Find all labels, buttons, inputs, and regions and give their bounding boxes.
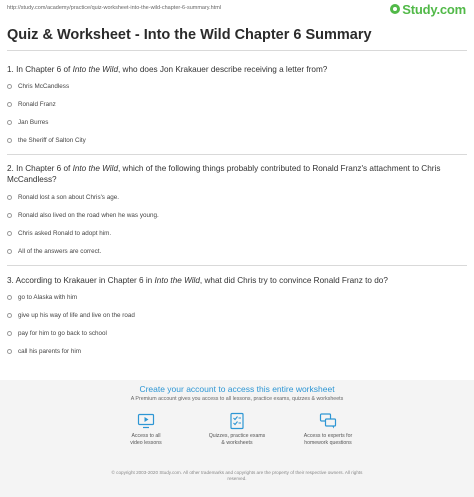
option-label: Chris asked Ronald to adopt him.: [18, 229, 112, 237]
q1-option-2[interactable]: [7, 99, 56, 109]
question-number: 2.: [7, 164, 14, 173]
q1-option-4[interactable]: [7, 135, 86, 145]
book-title: Into the Wild: [72, 164, 118, 173]
question-number: 1.: [7, 65, 14, 74]
radio-icon[interactable]: [7, 120, 12, 125]
q1-option-1[interactable]: [7, 81, 69, 91]
expert-chat-icon: [319, 412, 337, 430]
option-label: Jan Burres: [18, 118, 49, 126]
copyright-line: © copyright 2003-2020 Study.com. All other trademarks and copyrights are the property of their respective owners. All rights: [111, 470, 363, 475]
page-title: Quiz & Worksheet - Into the Wild Chapter 6 Summary: [7, 27, 372, 43]
question-text-after: , what did Chris try to convince Ronald Franz to do?: [199, 276, 388, 285]
question-text-before: In Chapter 6 of: [16, 164, 73, 173]
q3-option-4[interactable]: [7, 346, 81, 356]
q3-option-3[interactable]: [7, 328, 107, 338]
feature-video-lessons: [106, 412, 186, 447]
question-1: [7, 64, 467, 75]
feature-label-line: & worksheets: [221, 440, 253, 446]
copyright-line: reserved.: [227, 476, 247, 481]
copyright-notice: [0, 470, 474, 482]
radio-icon[interactable]: [7, 84, 12, 89]
option-label: Ronald Franz: [18, 100, 56, 108]
option-label: the Sheriff of Salton City: [18, 136, 86, 144]
question-text-before: According to Krakauer in Chapter 6 in: [15, 276, 155, 285]
study-logo-icon: [390, 4, 400, 14]
book-title: Into the Wild: [72, 65, 118, 74]
q2-option-2[interactable]: [7, 210, 159, 220]
q2-option-4[interactable]: [7, 246, 101, 256]
radio-icon[interactable]: [7, 195, 12, 200]
option-label: go to Alaska with him: [18, 293, 78, 301]
logo-text: Study.com: [402, 1, 466, 17]
quiz-check-icon: [228, 412, 246, 430]
option-label: call his parents for him: [18, 347, 81, 355]
q3-option-1[interactable]: [7, 292, 77, 302]
radio-icon[interactable]: [7, 231, 12, 236]
cta-subheading: A Premium account gives you access to all lessons, practice exams, quizzes & worksheets: [130, 396, 344, 402]
feature-label-line: Quizzes, practice exams: [208, 433, 266, 439]
feature-label: [197, 433, 277, 447]
feature-experts: [288, 412, 368, 447]
radio-icon[interactable]: [7, 213, 12, 218]
radio-icon[interactable]: [7, 349, 12, 354]
option-label: give up his way of life and live on the road: [18, 311, 135, 319]
cta-heading[interactable]: Create your account to access this entire worksheet: [139, 384, 335, 394]
radio-icon[interactable]: [7, 138, 12, 143]
question-number: 3.: [7, 276, 14, 285]
question-divider: [7, 154, 467, 155]
radio-icon[interactable]: [7, 331, 12, 336]
feature-label: [288, 433, 368, 447]
feature-label-line: Access to all: [131, 433, 161, 439]
option-label: Ronald also lived on the road when he was young.: [18, 211, 159, 219]
option-label: Ronald lost a son about Chris's age.: [18, 193, 119, 201]
feature-label-line: video lessons: [130, 440, 162, 446]
feature-label-line: homework questions: [304, 440, 352, 446]
page-url: http://study.com/academy/practice/quiz-worksheet-into-the-wild-chapter-6-summary.html: [7, 5, 222, 11]
radio-icon[interactable]: [7, 313, 12, 318]
option-label: All of the answers are correct.: [18, 247, 102, 255]
q3-option-2[interactable]: [7, 310, 135, 320]
title-divider: [7, 50, 467, 51]
question-text-before: In Chapter 6 of: [16, 65, 73, 74]
q2-option-3[interactable]: [7, 228, 111, 238]
option-label: pay for him to go back to school: [18, 329, 107, 337]
question-3: [7, 275, 467, 286]
study-com-logo[interactable]: [390, 2, 466, 16]
radio-icon[interactable]: [7, 249, 12, 254]
q1-option-3[interactable]: [7, 117, 48, 127]
feature-label: [106, 433, 186, 447]
question-divider: [7, 265, 467, 266]
question-2: [7, 163, 467, 185]
radio-icon[interactable]: [7, 102, 12, 107]
book-title: Into the Wild: [154, 276, 200, 285]
question-text-after: , which of the following things probably contributed to Ronald Franz's attachment to Chris McCandless?: [7, 164, 441, 184]
feature-label-line: Access to experts for: [303, 433, 353, 439]
question-text-after: , who does Jon Krakauer describe receiving a letter from?: [118, 65, 328, 74]
top-bar: [0, 0, 474, 20]
q2-option-1[interactable]: [7, 192, 119, 202]
feature-quizzes: [197, 412, 277, 447]
radio-icon[interactable]: [7, 295, 12, 300]
video-screen-icon: [137, 412, 155, 430]
option-label: Chris McCandless: [18, 82, 70, 90]
